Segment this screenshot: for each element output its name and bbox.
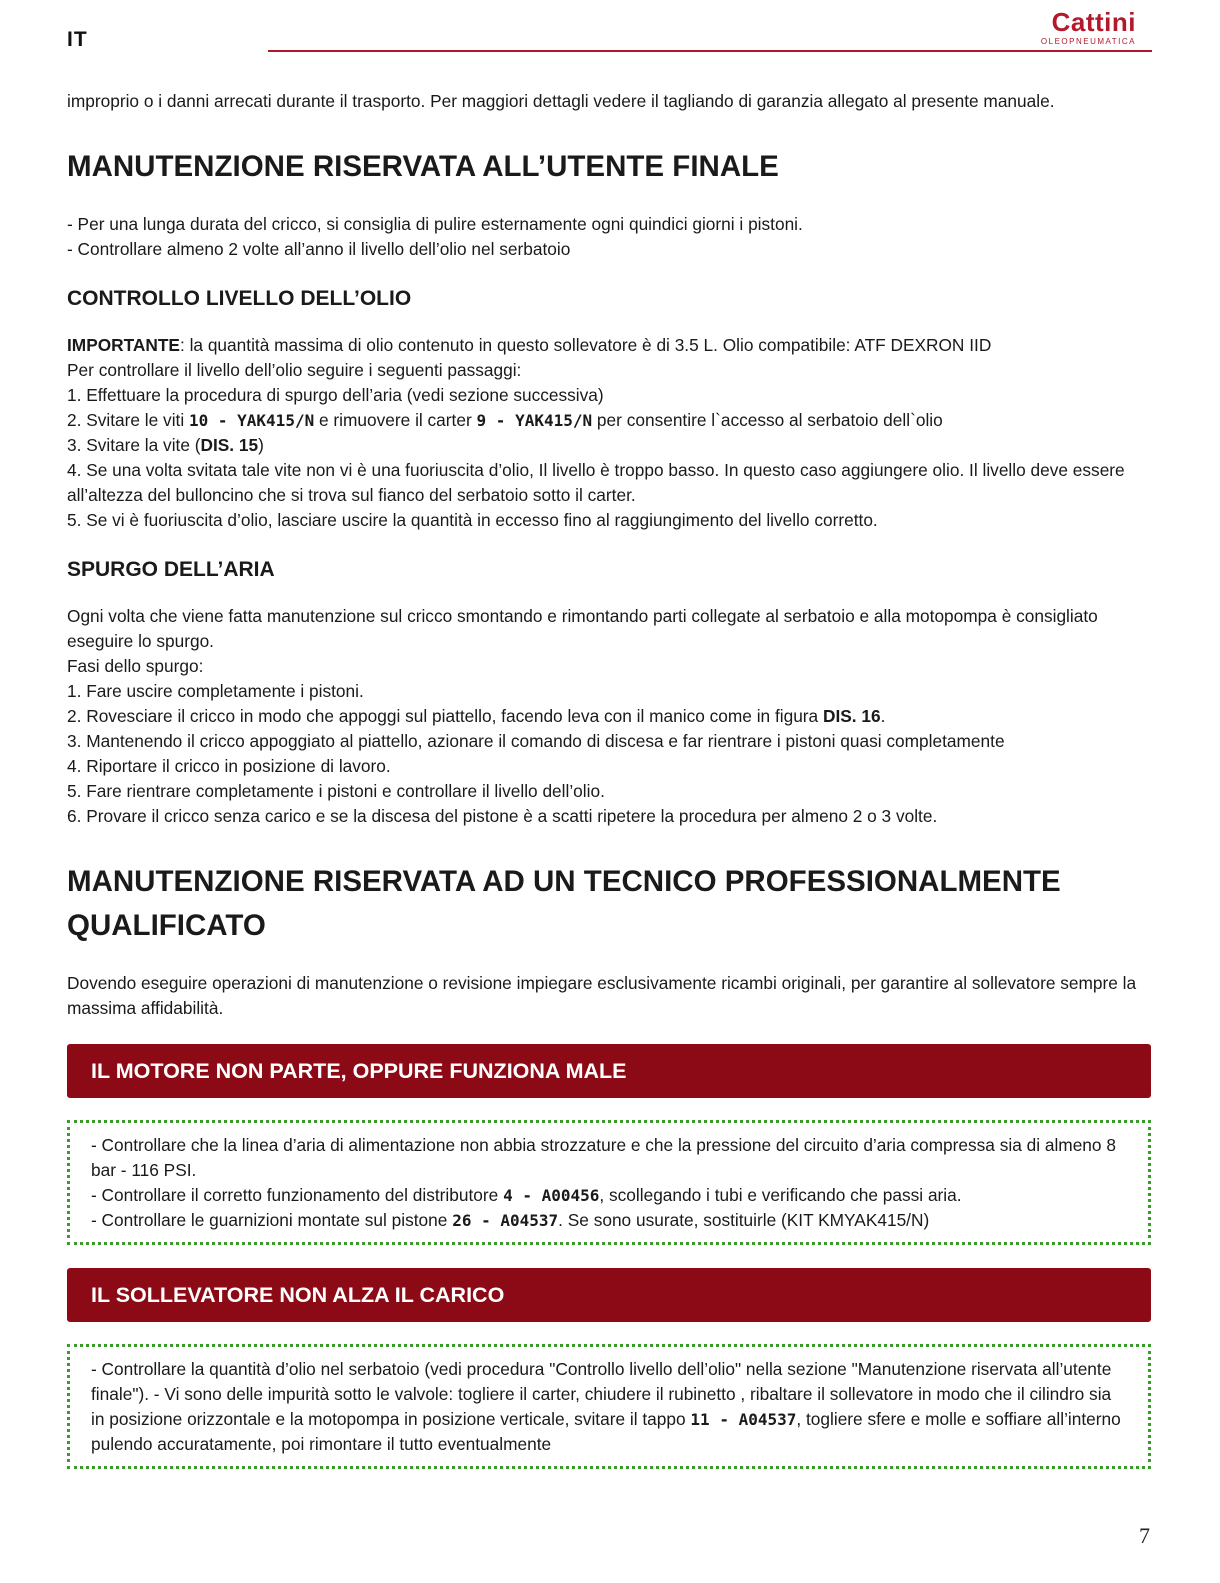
bleed-step: 6. Provare il cricco senza carico e se la discesa del pistone è a scatti ripetere la procedura per almeno 2 o 3 volte. — [67, 806, 938, 826]
subsection-title-oil-check: CONTROLLO LIVELLO DELL’OLIO — [67, 287, 412, 310]
part-code: 4 - A00456 — [503, 1186, 600, 1205]
oil-check-intro: Per controllare il livello dell’olio seguire i seguenti passaggi: — [67, 360, 522, 380]
section-title-end-user: MANUTENZIONE RISERVATA ALL’UTENTE FINALE — [67, 150, 779, 183]
brand-subtitle: OLEOPNEUMATICA — [1040, 37, 1136, 46]
page-content — [67, 89, 1151, 1469]
important-label: IMPORTANTE — [67, 335, 180, 355]
end-user-line: - Per una lunga durata del cricco, si consiglia di pulire esternamente ogni quindici giorni i pistoni. — [67, 214, 803, 234]
oil-step-text: ) — [258, 435, 264, 455]
language-code: IT — [67, 28, 88, 51]
bleed-intro: Ogni volta che viene fatta manutenzione sul cricco smontando e rimontando parti collegate al serbatoio e alla motopompa è consigliato eseguire lo spurgo. — [67, 606, 1098, 651]
bleed-phases-label: Fasi dello spurgo: — [67, 656, 204, 676]
part-code: 10 - YAK415/N — [188, 411, 315, 430]
issue-line — [91, 1357, 1128, 1457]
issue-text: . Se sono usurate, sostituirle (KIT KMYAK415/N) — [558, 1210, 930, 1230]
section-title-technician: MANUTENZIONE RISERVATA AD UN TECNICO PROFESSIONALMENTE QUALIFICATO — [67, 865, 1061, 942]
technician-paragraph: Dovendo eseguire operazioni di manutenzione o revisione impiegare esclusivamente ricambi originali, per garantire al sollevatore sempre la massima affidabilità. — [67, 973, 1137, 1018]
part-code: 11 - A04537 — [690, 1410, 797, 1429]
page-number: 7 — [1139, 1523, 1150, 1548]
issue-text: - Controllare la quantità d’olio nel serbatoio (vedi procedura "Controllo livello dell’olio" nella sezione "Manutenzione riservata all’utente finale"). - Vi sono delle impurità sotto le valvole: togliere il carter, chiudere il rubinetto , ribaltare il sollevatore in modo che il cilindro sia in posizione orizzontale e la motopompa in posizione verticale, svitare il tappo — [91, 1359, 1112, 1429]
end-user-line: - Controllare almeno 2 volte all’anno il livello dell’olio nel serbatoio — [67, 239, 571, 259]
oil-step — [67, 433, 1151, 458]
issue-line — [91, 1183, 1128, 1208]
important-text: : la quantità massima di olio contenuto in questo sollevatore è di 3.5 L. Olio compatibile: ATF DEXRON IID — [179, 335, 992, 355]
part-code: 9 - YAK415/N — [476, 411, 593, 430]
issue-text: - Controllare il corretto funzionamento del distributore — [91, 1185, 504, 1205]
issue-line: - Controllare che la linea d’aria di alimentazione non abbia strozzature e che la pressione del circuito d’aria compressa sia di almeno 8 bar - 116 PSI. — [91, 1135, 1116, 1180]
issue-line — [91, 1208, 1128, 1233]
issue-banner-lift: IL SOLLEVATORE NON ALZA IL CARICO — [67, 1268, 1151, 1322]
issue-box-lift — [67, 1344, 1151, 1469]
oil-step-text: 2. Svitare le viti — [67, 410, 189, 430]
issue-box-motor — [67, 1120, 1151, 1245]
oil-important-note — [67, 333, 1151, 358]
oil-step — [67, 408, 1151, 433]
bleed-step: 5. Fare rientrare completamente i pistoni e controllare il livello dell’olio. — [67, 781, 605, 801]
issue-text: - Controllare le guarnizioni montate sul pistone — [91, 1210, 453, 1230]
oil-step: 4. Se una volta svitata tale vite non vi è una fuoriuscita d’olio, Il livello è troppo basso. In questo caso aggiungere olio. Il livello deve essere all’altezza del bulloncino che si trova sul fianco del serbatoio sotto il carter. — [67, 460, 1125, 505]
issue-text: , scollegando i tubi e verificando che passi aria. — [599, 1185, 962, 1205]
brand-logo — [1041, 8, 1136, 46]
bleed-step-text: 2. Rovesciare il cricco in modo che appoggi sul piattello, facendo leva con il manico come in figura — [67, 706, 823, 726]
header-rule — [268, 50, 1152, 52]
drawing-ref: DIS. 15 — [200, 435, 259, 455]
brand-name: Cattini — [1051, 7, 1136, 37]
oil-step: 5. Se vi è fuoriuscita d’olio, lasciare uscire la quantità in eccesso fino al raggiungimento del livello corretto. — [67, 510, 878, 530]
bleed-step — [67, 704, 1151, 729]
issue-text: , togliere sfere e molle e soffiare all’interno pulendo accuratamente, poi rimontare il tutto eventualmente — [91, 1409, 1121, 1454]
bleed-step: 4. Riportare il cricco in posizione di lavoro. — [67, 756, 391, 776]
intro-paragraph: improprio o i danni arrecati durante il trasporto. Per maggiori dettagli vedere il tagliando di garanzia allegato al presente manuale. — [67, 91, 1055, 111]
issue-banner-motor: IL MOTORE NON PARTE, OPPURE FUNZIONA MALE — [67, 1044, 1151, 1098]
oil-step: 1. Effettuare la procedura di spurgo dell’aria (vedi sezione successiva) — [67, 385, 604, 405]
oil-step-text: e rimuovere il carter — [314, 410, 477, 430]
part-code: 26 - A04537 — [452, 1211, 559, 1230]
subsection-title-air-bleed: SPURGO DELL’ARIA — [67, 558, 275, 581]
drawing-ref: DIS. 16 — [822, 706, 881, 726]
bleed-step: 1. Fare uscire completamente i pistoni. — [67, 681, 364, 701]
bleed-step-text: . — [880, 706, 886, 726]
oil-step-text: 3. Svitare la vite ( — [67, 435, 201, 455]
oil-step-text: per consentire l`accesso al serbatoio dell`olio — [592, 410, 943, 430]
bleed-step: 3. Mantenendo il cricco appoggiato al piattello, azionare il comando di discesa e far rientrare i pistoni quasi completamente — [67, 731, 1005, 751]
